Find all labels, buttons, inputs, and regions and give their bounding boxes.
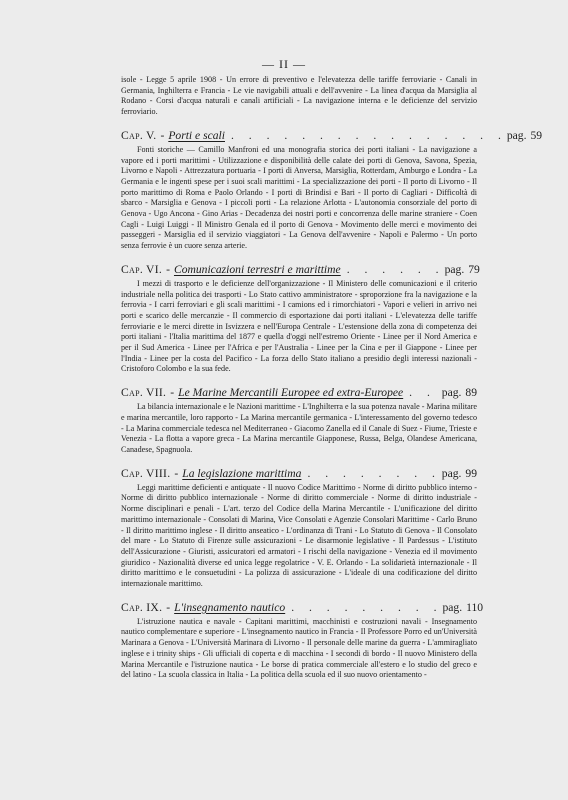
chapter-heading-8 [121,467,477,481]
page-label: pag. [506,128,527,142]
chapter-label: Cap. V. [121,128,157,142]
leader-dots: . . [409,386,436,400]
chapter-summary: Fonti storiche — Camillo Manfroni ed una monografia storica dei porti italiani - La navigazione a vapore ed i porti marittimi - Utilizzazione e disponibilità delle calate dei porti di Genova, Savona, Spezia, Livorno e Napoli - Attrezzatura portuaria - I porti di Anversa, Marsiglia, Rotterdam, Amburgo e Londra - La Germania e le ingenti spese per i suoi scali marittimi - La specializzazione dei porti - Il porto di Livorno - Il porto marittimo di Roma e Paolo Orlando - I porti di Brindisi e Bari - Il porto di Cagliari - Difficoltà di sbarco - Marsiglia e Genova - I piccoli porti - La relazione Arlotta - L'autonomia consorziale del porto di Genova - Ugo Ancona - Gino Arias - Decadenza dei nostri porti e concorrenza delle marine straniere - Coen Cagli - Luigi Luiggi - Il Ministro Genala ed il porto di Genova - Movimento delle merci e movimento dei passeggeri - Marsiglia ed il servizio viaggiatori - La Genova dell'avvenire - Napoli e Palermo - Un porto senza ferrovie è un cuore senza arterie. [121,144,477,251]
chapter-page-number: 99 [465,466,477,480]
chapter-separator: - [174,466,179,480]
chapter-summary: Leggi marittime deficienti e antiquate - Il nuovo Codice Marittimo - Norme di diritto pubblico interno - Norme di diritto pubblico internazionale - Norme di diritto commerciale - Norme di diritto industriale - Norme disciplinari e penali - L'art. terzo del Codice della Marina Mercantile - L'unificazione del diritto marittimo internazionale - Consolati di Marina, Vice Consolati e Agenzie Consolari Marittime - Carlo Bruno - Il diritto marittimo inglese - Il diritto anseatico - L'ordinanza di Trani - Lo Statuto di Genova - Il Consolato del mare - Lo Statuto di Firenze sulle assicurazioni - Le disarmonie legislative - Il Pardessus - L'istituto dell'Assicurazione - Giuristi, assicuratori ed armatori - I rischi della navigazione - Venezia ed il movimento giuridico - Nazionalità diverse ed unica legge regolatrice - V. E. Orlando - La solidarietà internazionale - Il diritto marittimo e le consuetudini - La polizza di assicurazione - L'ideale di una codificazione del diritto internazionale marittimo. [121,482,477,589]
chapter-separator: - [170,386,175,400]
chapter-title: Le Marine Mercantili Europee ed extra-Europee [178,386,404,400]
chapter-title: Comunicazioni terrestri e marittime [173,262,341,276]
chapter-separator: - [166,262,170,276]
chapter-label: Cap. VII. [121,386,167,400]
leader-dots: . . . . . . [346,262,445,276]
chapter-separator: - [166,600,171,614]
chapter-page-number: 79 [468,262,480,276]
chapter-heading-5 [121,128,543,143]
page-label: pag. [444,262,465,276]
chapter-summary: La bilancia internazionale e le Nazioni marittime - L'Inghilterra e la sua potenza navale - Marina militare e marina mercantile, loro rapporto - La Marina mercantile germanica - L'interessamento del governo tedesco - La Marina commerciale tedesca nel Mediterraneo - Giacomo Zanella ed il Canale di Suez - Fiume, Trieste e Venezia - La flotta a vapore greca - La Marina mercantile Giapponese, Russa, Belga, Olandese Americana, Canadese, Spagnuola. [121,402,477,454]
chapter-heading-7 [121,386,477,400]
leader-dots: . . . . . . . . . [291,600,443,614]
chapter-title: La legislazione marittima [182,466,302,480]
chapter-page-number: 59 [530,128,543,142]
leader-dots: . . . . . . . . [307,466,441,480]
table-of-contents [121,75,543,681]
leader-dots: . . . . . . . . . . . . . . . . [231,128,507,142]
chapter-page-number: 89 [465,386,477,400]
chapter-label: Cap. IX. [121,600,163,614]
page-number: — II — [262,57,306,71]
chapter-page-number: 110 [466,600,484,614]
chapter-title: L'insegnamento nautico [174,600,286,614]
chapter-separator: - [160,128,165,142]
chapter-label: Cap. VI. [121,262,163,276]
page-label: pag. [442,600,463,614]
chapter-label: Cap. VIII. [121,466,171,480]
chapter-title: Porti e scali [168,128,225,142]
chapter-summary: I mezzi di trasporto e le deficienze dell'organizzazione - Il Ministero delle comunicazioni e il criterio industriale nella politica dei trasporti - Lo Stato cattivo amministratore - sproporzione fra la navigazione e la ferrovia - I carri ferroviari e gli scali marittimi - I camions ed i rimorchiatori - Vapori e velieri in arrivo nei porti e scarico delle mercanzie - Il commercio di esportazione dai porti italiani - L'elevatezza delle tariffe ferroviarie e le merci dirette in Isvizzera e nell'Europa Centrale - L'estensione della zona di competenza dei porti italiani - l'Italia marittima del 1877 e quella d'oggi nell'estremo Oriente - Linee per il Nord America e per il Sud America - Linee per l'Africa e per l'Australia - Linee per la Cina e per il Giappone - Linee per l'India - Linee per la costa del Pacifico - La forza dello Stato italiano a presidio degli interessi nazionali - Cristoforo Colombo e la sua fede. [121,278,477,374]
intro-paragraph: isole - Legge 5 aprile 1908 - Un errore di preventivo e l'elevatezza delle tariffe ferroviarie - Canali in Germania, Inghilterra e Francia - Le vie navigabili attuali e dell'avvenire - La linea d'acqua da Marsiglia al Rodano - Corsi d'acqua naturali e canali artificiali - La navigazione interna e le deficienze del servizio ferroviario. [121,75,477,117]
chapter-heading-9 [121,600,484,615]
chapter-summary: L'istruzione nautica e navale - Capitani marittimi, macchinisti e costruzioni navali - Insegnamento nautico complementare e superiore - L'insegnamento nautico in Francia - Il Professore Porro ed un'Università Marinara a Genova - L'Università Marinara di Livorno - Il personale delle marine da guerra - L'ammiragliato inglese e i trinity ships - Gli ufficiali di coperta e di macchina - I secondi di bordo - Il nuovo Ministero della Marina Mercantile e l'istruzione nautica - Le borse di pratica commerciale all'estero e lo studio del greco e del latino - La scuola classica in Italia - La politica della scuola ed il suo nuovo orientamento - [121,616,477,680]
chapter-heading-6 [121,262,480,277]
page-label: pag. [441,386,462,400]
page-label: pag. [441,466,462,480]
